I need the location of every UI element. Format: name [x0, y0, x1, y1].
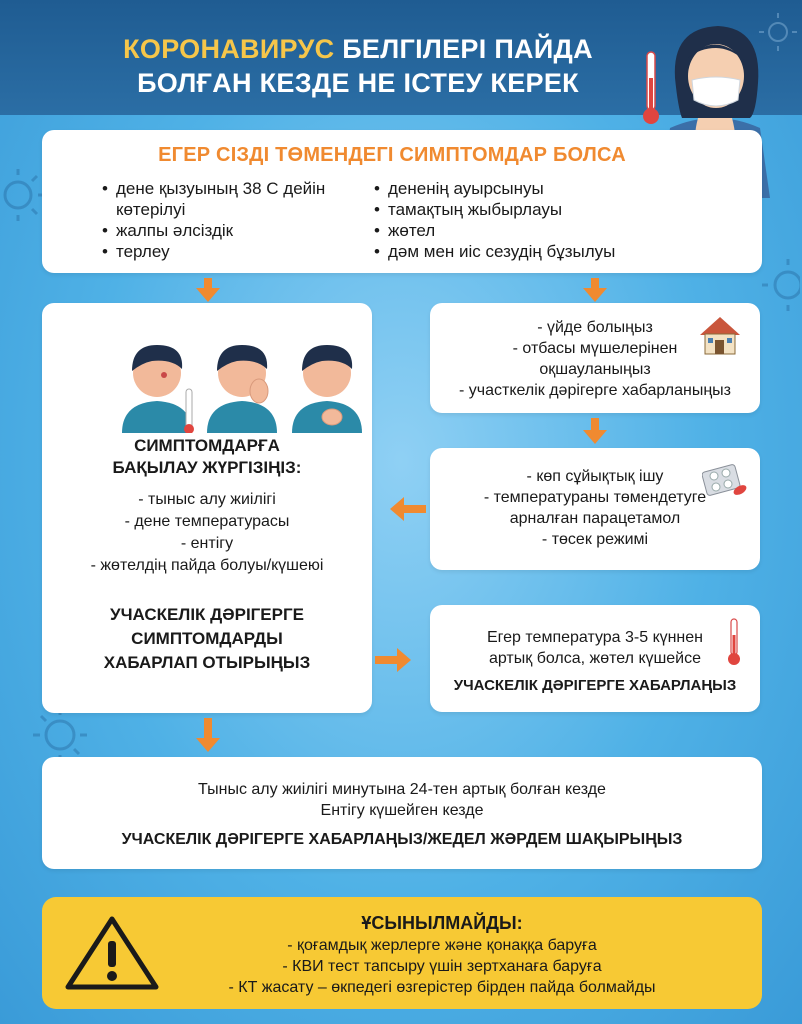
- warning-icon: [62, 913, 162, 993]
- thermometer-icon: [725, 617, 743, 667]
- list-item: • тамақтың жыбырлауы: [374, 199, 674, 220]
- temperature-text: Егер температура 3-5 күннен артық болса, жөтел күшейсе: [487, 629, 703, 667]
- breathing-text: Тыныс алу жиілігі минутына 24-тен артық болған кезде Ентігу күшейген кезде: [198, 781, 606, 819]
- not-recommended-text: [152, 911, 732, 998]
- page-title: [78, 32, 638, 100]
- list-item: • жөтел: [374, 220, 674, 241]
- breathing-card: [42, 757, 762, 869]
- house-icon: [698, 313, 742, 357]
- list-item: оқшауланыңыз: [539, 361, 651, 378]
- list-item: арналған парацетамол: [509, 510, 681, 527]
- not-recommended-heading: ҰСЫНЫЛМАЙДЫ:: [361, 913, 523, 933]
- symptoms-list-left: [102, 178, 382, 262]
- list-item: - көп сұйықтық ішу: [526, 468, 664, 485]
- virus-icon: [30, 705, 90, 765]
- virus-icon: [760, 255, 800, 315]
- title-accent: КОРОНАВИРУС: [123, 34, 335, 64]
- list-item: - жөтелдің пайда болуы/күшеюі: [90, 557, 324, 574]
- list-item: - отбасы мүшелерінен: [512, 340, 678, 357]
- monitor-card: [42, 303, 372, 713]
- not-recommended-panel: [42, 897, 762, 1009]
- temperature-action: УЧАСКЕЛІК ДӘРІГЕРГЕ ХАБАРЛАҢЫЗ: [453, 677, 737, 694]
- title-line2: БОЛҒАН КЕЗДЕ НЕ ІСТЕУ КЕРЕК: [137, 68, 579, 98]
- treatment-card: [430, 448, 760, 570]
- title-line1-rest: БЕЛГІЛЕРІ ПАЙДА: [334, 34, 593, 64]
- arrow-down-icon: [196, 278, 220, 302]
- list-item: - төсек режимі: [541, 531, 649, 548]
- list-item: - дене температурасы: [124, 513, 290, 530]
- arrow-down-icon: [196, 718, 220, 752]
- stay-home-card: [430, 303, 760, 413]
- list-item: • дәм мен иіс сезудің бұзылуы: [374, 241, 674, 262]
- list-item: - ентігу: [180, 535, 234, 552]
- list-item: • дененің ауырсынуы: [374, 178, 674, 199]
- list-item: - участкелік дәрігерге хабарланыңыз: [458, 382, 732, 399]
- monitor-list: [42, 489, 372, 577]
- monitor-heading: СИМПТОМДАРҒА БАҚЫЛАУ ЖҮРГІЗІҢІЗ:: [112, 436, 302, 477]
- list-item: - тыныс алу жиілігі: [138, 491, 276, 508]
- virus-icon: [0, 165, 44, 225]
- arrow-right-icon: [375, 648, 411, 672]
- arrow-down-icon: [583, 278, 607, 302]
- list-item: • жалпы әлсіздік: [102, 220, 382, 241]
- faces-icon: [112, 333, 372, 433]
- list-item: - КТ жасату – өкпедегі өзгерістер бірден пайда болмайды: [228, 979, 656, 996]
- temperature-card: [430, 605, 760, 712]
- list-item: • терлеу: [102, 241, 382, 262]
- list-item: - температураны төмендетуге: [483, 489, 707, 506]
- list-item: - қоғамдық жерлерге және қонаққа баруға: [287, 937, 597, 954]
- arrow-left-icon: [390, 497, 426, 521]
- monitor-report: УЧАСКЕЛІК ДӘРІГЕРГЕ СИМПТОМДАРДЫ ХАБАРЛАП ОТЫРЫҢЫЗ: [103, 605, 311, 672]
- list-item: - КВИ тест тапсыру үшін зертханаға баруға: [282, 958, 602, 975]
- symptoms-list-right: [374, 178, 674, 262]
- breathing-action: УЧАСКЕЛІК ДӘРІГЕРГЕ ХАБАРЛАҢЫЗ/ЖЕДЕЛ ЖӘРДЕМ ШАҚЫРЫҢЫЗ: [121, 831, 683, 848]
- pills-icon: [702, 460, 748, 500]
- symptoms-card: [42, 130, 762, 273]
- arrow-down-icon: [583, 418, 607, 444]
- symptoms-heading: ЕГЕР СІЗДІ ТӨМЕНДЕГІ СИМПТОМДАР БОЛСА: [158, 144, 626, 166]
- list-item: - үйде болыңыз: [537, 319, 653, 336]
- list-item: • дене қызуының 38 С дейін көтерілуі: [102, 178, 356, 220]
